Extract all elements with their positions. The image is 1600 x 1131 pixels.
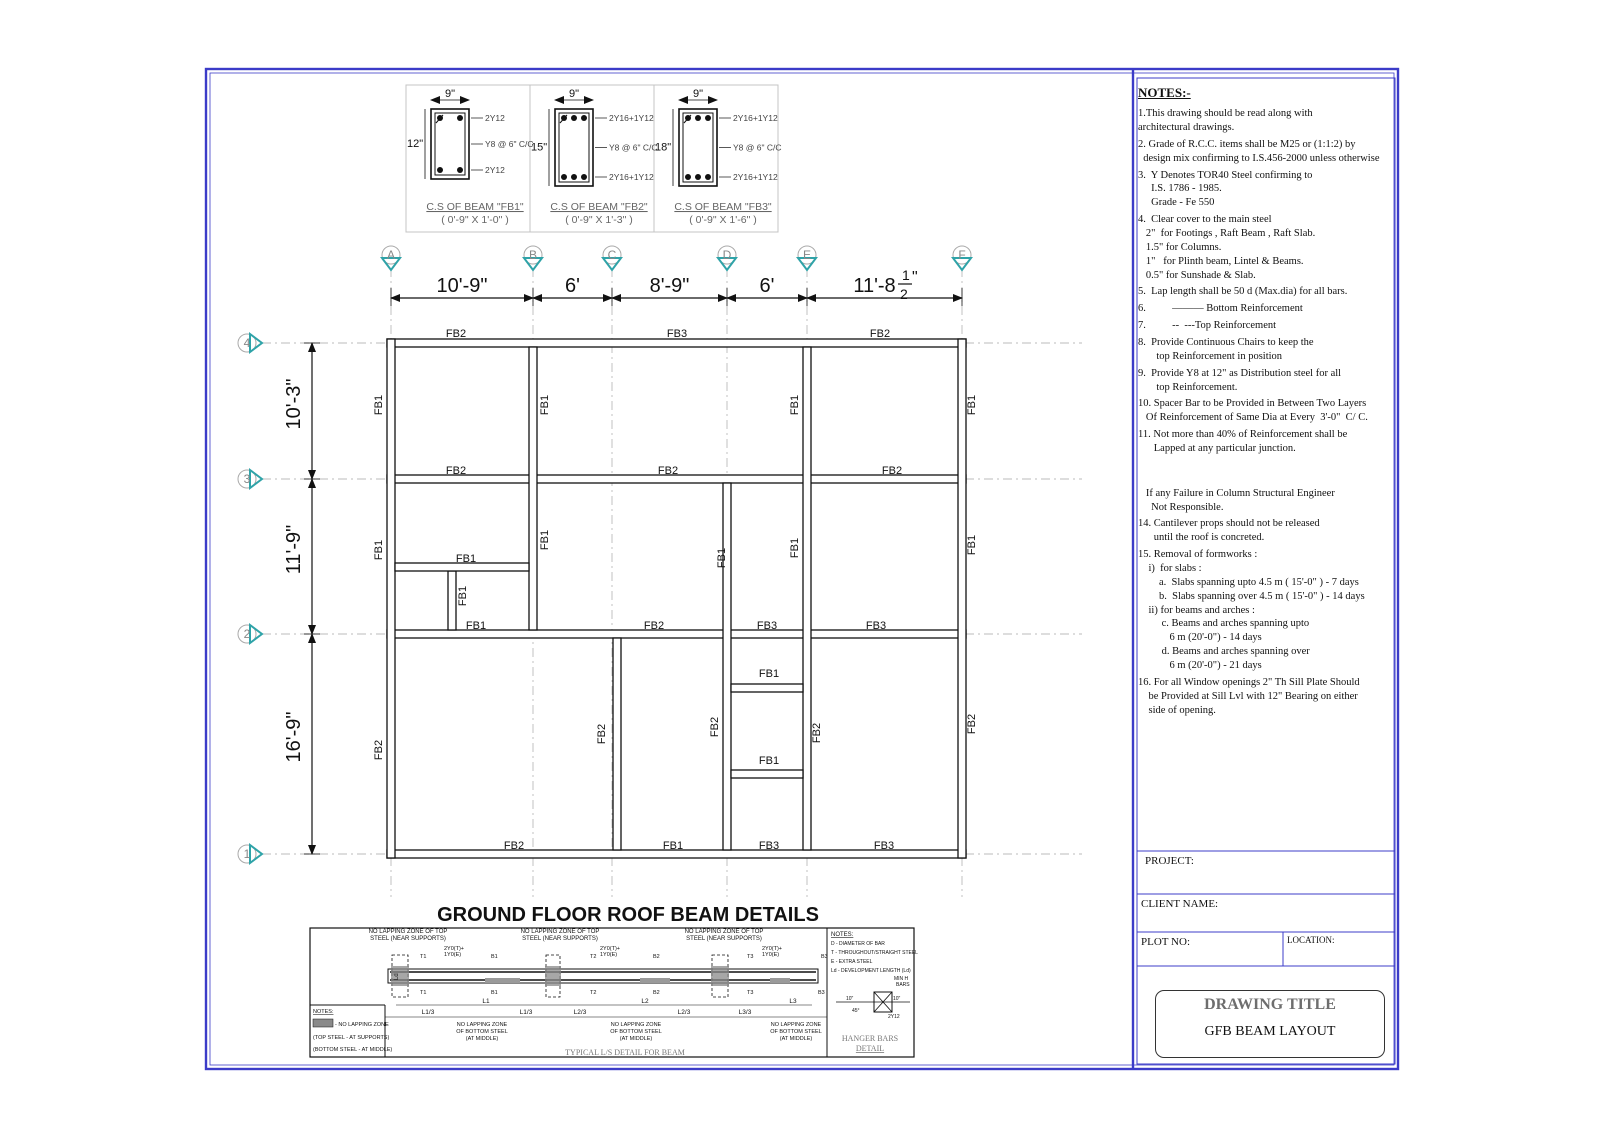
beam-layout bbox=[387, 339, 966, 858]
note-item: 16. For all Window openings 2" Th Sill Plate Should be Provided at Sill Lvl with 12" Bearing on either side of opening. bbox=[1138, 676, 1360, 716]
hanger-min-label: MIN H bbox=[894, 976, 909, 982]
section-height-text: 12" bbox=[407, 138, 424, 150]
hanger-bars-label: BARS bbox=[896, 982, 910, 988]
ls-zone-bottom-label: (AT MIDDLE) bbox=[465, 1036, 499, 1042]
rebar-bottom bbox=[571, 174, 577, 180]
rebar-top bbox=[561, 115, 567, 121]
hanger-dim: 10" bbox=[893, 996, 901, 1002]
rebar-callout: Y8 @ 6" C/C bbox=[485, 139, 534, 149]
notes-list bbox=[1138, 107, 1400, 717]
row-dimension: 10'-3" bbox=[283, 378, 305, 430]
column-dimension: 6' bbox=[565, 275, 580, 297]
ls-tag: T3 bbox=[747, 954, 754, 960]
beam-label: FB1 bbox=[373, 394, 385, 416]
hanger-subtitle: DETAIL bbox=[855, 1044, 885, 1053]
beam-label: FB1 bbox=[966, 394, 978, 416]
row-dimension: 11'-9" bbox=[283, 524, 305, 575]
rebar-top bbox=[695, 115, 701, 121]
note-item: 3. Y Denotes TOR40 Steel confirming to I.S. 1786 - 1985. Grade - Fe 550 bbox=[1138, 169, 1313, 209]
rebar-bottom bbox=[695, 174, 701, 180]
note-item: 9. Provide Y8 at 12" as Distribution steel for all top Reinforcement. bbox=[1138, 367, 1342, 393]
ls-side-note: Ld - DEVELOPMENT LENGTH (Ld) bbox=[831, 968, 911, 974]
stirrup bbox=[683, 113, 713, 182]
rebar-bottom bbox=[705, 174, 711, 180]
beam-horizontal bbox=[731, 684, 803, 692]
ls-tag: B1 bbox=[491, 954, 498, 960]
ls-zone-top-label: STEEL (NEAR SUPPORTS) bbox=[522, 936, 598, 942]
grid-marker-label: 1 bbox=[243, 847, 251, 861]
ls-caption: TYPICAL L/S DETAIL FOR BEAM bbox=[565, 1048, 685, 1057]
ls-mid-zone bbox=[640, 978, 670, 983]
ls-no-lapping-zone bbox=[545, 966, 561, 986]
column-dimension: 11'-8 bbox=[853, 275, 896, 297]
beam-label: FB1 bbox=[539, 394, 551, 416]
project-label: PROJECT: bbox=[1145, 855, 1194, 867]
beam-label: FB2 bbox=[869, 328, 891, 340]
hanger-dim: 2Y12 bbox=[888, 1014, 900, 1020]
ls-legend-item: - NO LAPPING ZONE bbox=[335, 1022, 389, 1028]
ls-zone-bottom-label: OF BOTTOM STEEL bbox=[456, 1029, 508, 1035]
ls-zone-bottom-label: (AT MIDDLE) bbox=[619, 1036, 653, 1042]
section-size: ( 0'-9" X 1'-6" ) bbox=[689, 214, 757, 226]
drawing-title-name: GFB BEAM LAYOUT bbox=[1204, 1024, 1336, 1039]
beam-label: FB3 bbox=[873, 840, 895, 852]
ls-span-label: L3 bbox=[789, 998, 797, 1005]
ls-span-label: L2/3 bbox=[573, 1009, 587, 1016]
ls-legend-item: (BOTTOM STEEL - AT MIDDLE) bbox=[313, 1047, 393, 1053]
beam-label: FB1 bbox=[758, 668, 780, 680]
ls-zone-bottom-label: OF BOTTOM STEEL bbox=[610, 1029, 662, 1035]
ls-mid-zone bbox=[485, 978, 520, 983]
beam-label: FB3 bbox=[758, 840, 780, 852]
rebar-callout: 2Y16+1Y12 bbox=[609, 172, 654, 182]
note-item: 15. Removal of formworks : i) for slabs : a. Slabs spanning upto 4.5 m ( 15'-0" ) - 7 days b. Slabs spanning over 4.5 m ( 15'-0" ) - 14 days ii) for beams and arches : c. Beams and arches spanning upto 6 m (20'-0") - 14 days d. Beams and arches spanning over 6 m (20'-0") - 21 days bbox=[1138, 549, 1365, 671]
hanger-dim: 10" bbox=[846, 996, 854, 1002]
rebar-top bbox=[571, 115, 577, 121]
note-item: 8. Provide Continuous Chairs to keep the top Reinforcement in position bbox=[1138, 337, 1314, 362]
beam-label: FB2 bbox=[966, 713, 978, 735]
beam-label: FB1 bbox=[373, 539, 385, 561]
note-item: 7. -- ---Top Reinforcement bbox=[1138, 320, 1277, 332]
beam-label: FB2 bbox=[881, 465, 903, 477]
section-outline bbox=[431, 109, 469, 179]
ls-bar-callout: 2Y0(T)+ bbox=[762, 946, 783, 952]
rebar-bottom bbox=[561, 174, 567, 180]
stirrup bbox=[435, 113, 465, 175]
beam-label: FB1 bbox=[716, 547, 728, 569]
ls-zone-bottom-label: NO LAPPING ZONE bbox=[770, 1022, 822, 1028]
ls-mid-zone bbox=[770, 978, 790, 983]
ls-beam-outline bbox=[388, 969, 818, 983]
hanger-dim: 45° bbox=[852, 1008, 860, 1014]
ls-zone-bottom-label: OF BOTTOM STEEL bbox=[770, 1029, 822, 1035]
rebar-top bbox=[437, 115, 443, 121]
beam-label: FB3 bbox=[666, 328, 688, 340]
ls-zone-top-label: NO LAPPING ZONE OF TOP bbox=[684, 929, 764, 935]
section-title: C.S OF BEAM "FB2" bbox=[550, 201, 648, 213]
grid-marker-label: B bbox=[528, 248, 538, 262]
rebar-callout: 2Y12 bbox=[485, 113, 505, 123]
hanger-title: HANGER BARS bbox=[841, 1034, 899, 1043]
ls-ld-label: Ld bbox=[394, 973, 400, 980]
rebar-callout: 2Y12 bbox=[485, 165, 505, 175]
note-item: 1.This drawing should be read along with architectural drawings. bbox=[1138, 108, 1313, 134]
drawing-title-box bbox=[1155, 990, 1385, 1058]
beam-label: FB2 bbox=[445, 465, 467, 477]
ls-span-label: L2 bbox=[641, 998, 649, 1005]
ls-zone-top-label: STEEL (NEAR SUPPORTS) bbox=[686, 936, 762, 942]
beam-horizontal bbox=[731, 770, 803, 778]
stirrup bbox=[559, 113, 589, 182]
beam-label: FB1 bbox=[789, 537, 801, 559]
row-dimension: 16'-9" bbox=[283, 711, 305, 763]
ls-tag: B3 bbox=[818, 990, 825, 996]
rebar-callout: 2Y16+1Y12 bbox=[609, 113, 654, 123]
ls-zone-top-label: NO LAPPING ZONE OF TOP bbox=[520, 929, 600, 935]
location-label: LOCATION: bbox=[1287, 935, 1335, 945]
ls-legend-swatch bbox=[313, 1019, 333, 1027]
beam-label: FB1 bbox=[465, 620, 487, 632]
beam-label: FB2 bbox=[709, 716, 721, 738]
ls-tag: T1 bbox=[420, 990, 427, 996]
ls-span-label: L3/3 bbox=[738, 1009, 752, 1016]
ls-zone-top-label: STEEL (NEAR SUPPORTS) bbox=[370, 936, 446, 942]
note-item: 6. ——— Bottom Reinforcement bbox=[1138, 303, 1303, 315]
section-width-text: 9" bbox=[692, 88, 704, 100]
ls-legend-item: (TOP STEEL - AT SUPPORTS) bbox=[313, 1035, 390, 1041]
notes-header: NOTES:- bbox=[1138, 85, 1191, 100]
rebar-top bbox=[705, 115, 711, 121]
section-height-text: 15" bbox=[531, 141, 548, 154]
ls-side-note: E - EXTRA STEEL bbox=[831, 959, 873, 965]
ls-zone-bottom-label: (AT MIDDLE) bbox=[779, 1036, 813, 1042]
rebar-bottom bbox=[685, 174, 691, 180]
grid-marker-label: A bbox=[386, 248, 396, 262]
column-dimension: 8'-9" bbox=[649, 275, 690, 297]
drawing-title-heading: DRAWING TITLE bbox=[1204, 996, 1336, 1013]
beam-label: FB1 bbox=[662, 840, 684, 852]
rebar-top bbox=[457, 115, 463, 121]
beam-label: FB2 bbox=[503, 840, 525, 852]
ls-tag: T1 bbox=[420, 954, 427, 960]
main-title: GROUND FLOOR ROOF BEAM DETAILS bbox=[437, 904, 819, 926]
ls-tag: T2 bbox=[590, 990, 597, 996]
grid-marker-label: E bbox=[802, 248, 812, 262]
ls-bar-callout: 1Y0(E) bbox=[444, 952, 462, 958]
beam-section-panel bbox=[406, 85, 782, 232]
beam-vertical bbox=[387, 339, 395, 858]
beam-label: FB1 bbox=[758, 755, 780, 767]
beam-label: FB2 bbox=[373, 739, 385, 761]
column-dimension: 6' bbox=[759, 275, 775, 297]
ls-span-label: L1/3 bbox=[519, 1009, 533, 1016]
ls-span-label: L1/3 bbox=[421, 1009, 435, 1016]
ls-tag: T3 bbox=[747, 990, 754, 996]
rebar-bottom bbox=[437, 167, 443, 173]
ls-side-note: D - DIAMETER OF BAR bbox=[831, 941, 885, 947]
column-dimension: 10'-9" bbox=[436, 275, 488, 297]
client-name-label: CLIENT NAME: bbox=[1141, 898, 1219, 910]
note-item: 14. Cantilever props should not be released until the roof is concreted. bbox=[1138, 518, 1320, 544]
note-item: If any Failure in Column Structural Engineer Not Responsible. bbox=[1145, 487, 1335, 513]
grid-marker-label: 2 bbox=[243, 627, 251, 641]
plot-no-label: PLOT NO: bbox=[1141, 936, 1190, 948]
rebar-callout: Y8 @ 6" C/C bbox=[733, 142, 782, 153]
ls-bar-callout: 2Y0(T)+ bbox=[444, 946, 465, 952]
note-item: 2. Grade of R.C.C. items shall be M25 or (1:1:2) by design mix confirming to I.S.456-2000 unless otherwise bbox=[1138, 138, 1380, 164]
beam-label: FB2 bbox=[811, 722, 823, 744]
beam-label: FB3 bbox=[865, 620, 887, 632]
beam-label: FB3 bbox=[756, 620, 778, 632]
beam-label: FB1 bbox=[539, 529, 551, 551]
beam-label: FB1 bbox=[789, 394, 801, 416]
ls-span-label: L1 bbox=[482, 998, 490, 1005]
rebar-bottom bbox=[581, 174, 587, 180]
beam-label: FB2 bbox=[643, 620, 665, 632]
general-notes bbox=[1138, 84, 1400, 720]
ls-detail bbox=[310, 928, 918, 1057]
beam-label: FB2 bbox=[657, 465, 679, 477]
grid-marker-label: C bbox=[607, 248, 617, 262]
ls-legend-head: NOTES: bbox=[313, 1009, 334, 1015]
section-title: C.S OF BEAM "FB3" bbox=[674, 201, 772, 213]
ls-no-lapping-zone bbox=[711, 966, 729, 986]
rebar-callout: 2Y16+1Y12 bbox=[733, 113, 778, 123]
ls-bar-callout: 2Y0(T)+ bbox=[600, 946, 621, 952]
ls-tag: B3 bbox=[821, 954, 828, 960]
ls-bar-callout: 1Y0(E) bbox=[762, 952, 780, 958]
rebar-top bbox=[581, 115, 587, 121]
beam-vertical bbox=[958, 339, 966, 858]
note-item: 5. Lap length shall be 50 d (Max.dia) for all bars. bbox=[1138, 286, 1348, 298]
beam-label: FB1 bbox=[455, 553, 477, 565]
ls-span-label: L2/3 bbox=[677, 1009, 691, 1016]
ls-tag: T2 bbox=[590, 954, 597, 960]
section-size: ( 0'-9" X 1'-3" ) bbox=[565, 214, 633, 226]
section-width-text: 9" bbox=[444, 88, 456, 100]
ls-side-notes-head: NOTES: bbox=[831, 932, 854, 938]
section-height-text: 18" bbox=[655, 141, 672, 154]
ls-side-note: T - THROUGHOUT/STRAIGHT STEEL bbox=[831, 950, 918, 956]
note-item: 11. Not more than 40% of Reinforcement shall be Lapped at any particular junction. bbox=[1138, 429, 1348, 455]
ls-zone-bottom-label: NO LAPPING ZONE bbox=[610, 1022, 662, 1028]
beam-vertical bbox=[529, 347, 537, 630]
section-title: C.S OF BEAM "FB1" bbox=[426, 201, 524, 213]
ls-zone-top-label: NO LAPPING ZONE OF TOP bbox=[368, 929, 448, 935]
beam-label: FB1 bbox=[966, 534, 978, 556]
rebar-callout: Y8 @ 6" C/C bbox=[609, 142, 658, 153]
ls-tag: B2 bbox=[653, 990, 660, 996]
note-item: 10. Spacer Bar to be Provided in Between Two Layers Of Reinforcement of Same Dia at Every 3'-0" C/ C. bbox=[1138, 398, 1368, 424]
section-size: ( 0'-9" X 1'-0" ) bbox=[441, 214, 509, 226]
rebar-callout: 2Y16+1Y12 bbox=[733, 172, 778, 182]
ls-zone-bottom-label: NO LAPPING ZONE bbox=[456, 1022, 508, 1028]
dim-fraction-num: 1 bbox=[902, 267, 910, 283]
dim-fraction-den: 2 bbox=[900, 286, 908, 302]
dim-fraction-inch: " bbox=[912, 269, 918, 286]
grid-marker-label: 3 bbox=[243, 472, 251, 486]
beam-labels bbox=[373, 328, 978, 852]
ls-bar-callout: 1Y0(E) bbox=[600, 952, 618, 958]
section-width-text: 9" bbox=[568, 88, 580, 100]
grid-marker-label: F bbox=[958, 248, 966, 262]
grid-marker-label: 4 bbox=[243, 336, 251, 350]
beam-label: FB2 bbox=[445, 328, 467, 340]
beam-label: FB2 bbox=[596, 723, 608, 745]
rebar-bottom bbox=[457, 167, 463, 173]
beam-horizontal bbox=[387, 339, 966, 347]
rebar-top bbox=[685, 115, 691, 121]
beam-vertical bbox=[448, 571, 456, 630]
ls-tag: B1 bbox=[491, 990, 498, 996]
beam-label: FB1 bbox=[457, 585, 469, 607]
ls-tag: B2 bbox=[653, 954, 660, 960]
beam-vertical bbox=[803, 347, 811, 850]
beam-vertical bbox=[613, 638, 621, 850]
beam-vertical bbox=[723, 483, 731, 850]
grid-marker-label: D bbox=[722, 248, 732, 262]
note-item: 4. Clear cover to the main steel 2" for Footings , Raft Beam , Raft Slab. 1.5" for Columns. 1" for Plinth beam, Lintel & Beams. 0.5" for Sunshade & Slab. bbox=[1138, 214, 1316, 281]
